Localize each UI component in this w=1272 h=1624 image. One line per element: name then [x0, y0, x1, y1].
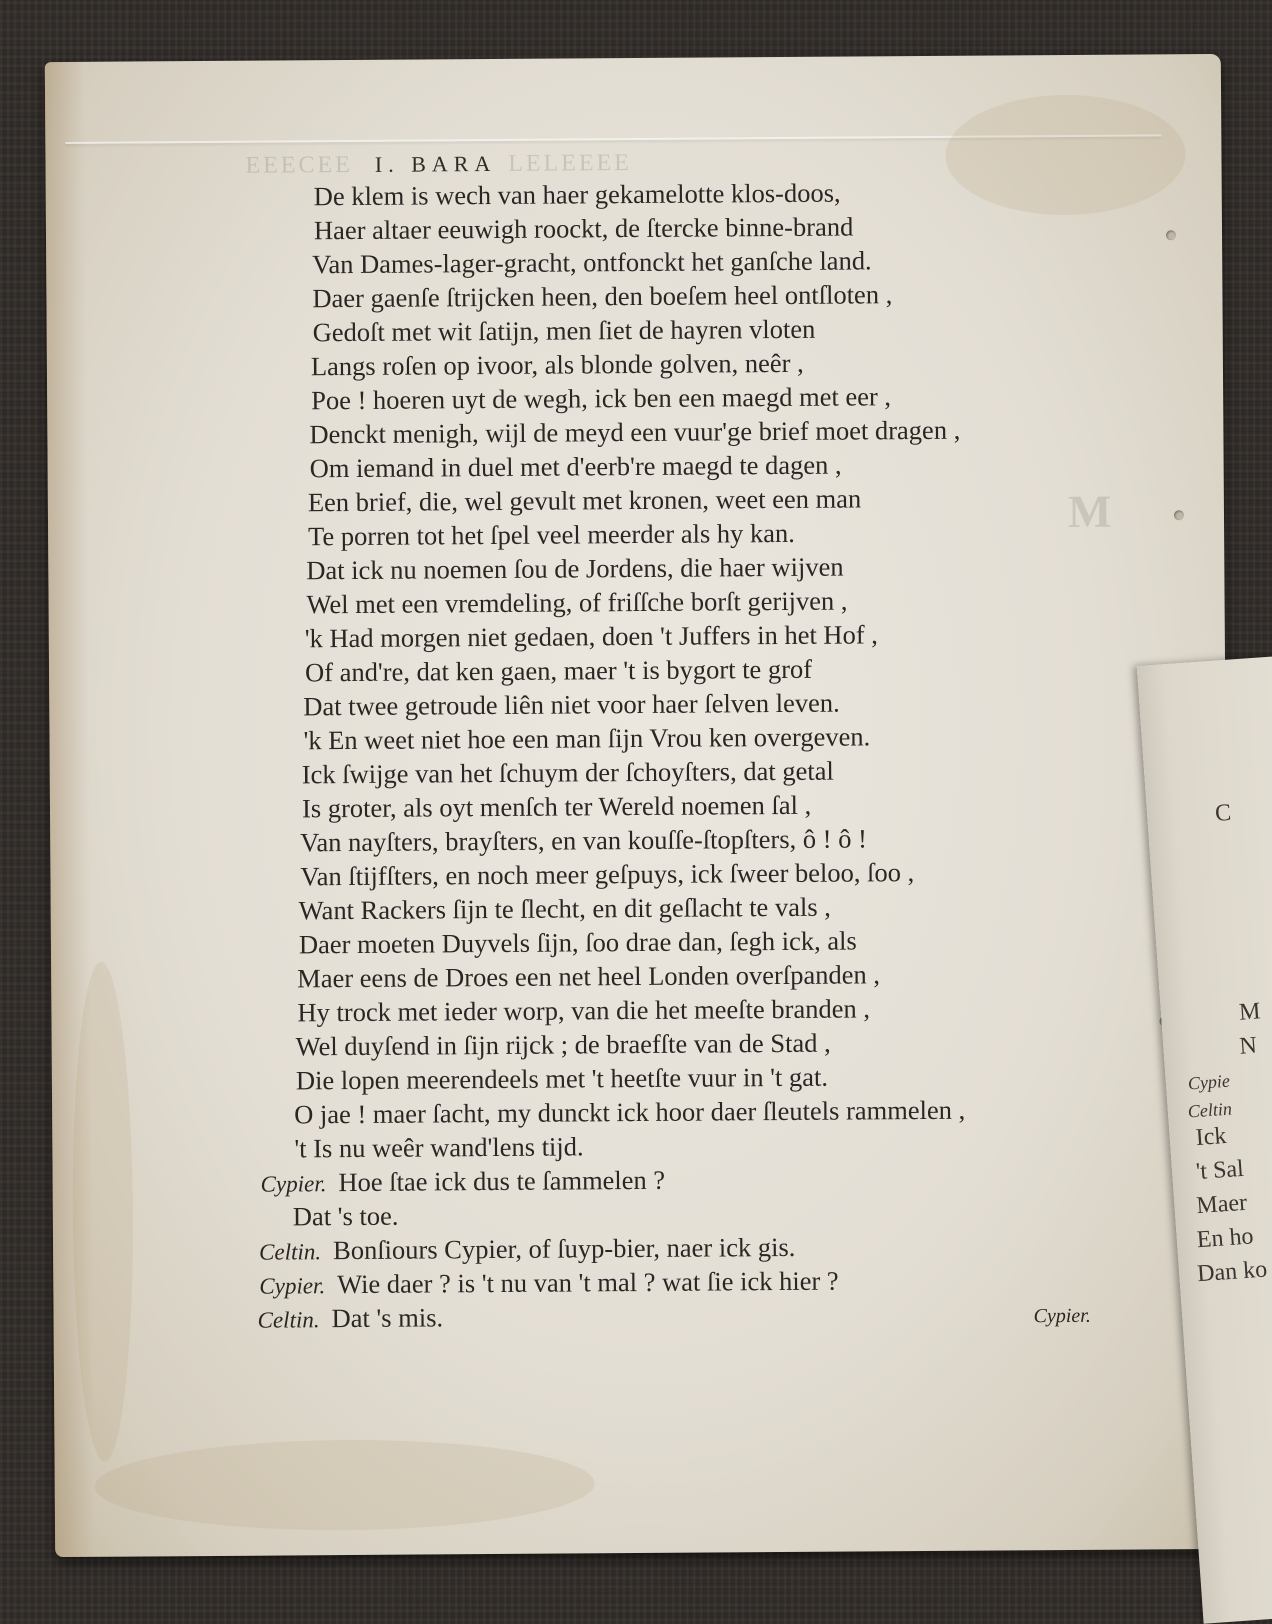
verse-line: Daer moeten Duyvels ſijn, ſoo drae dan, ſegh ick, als: [298, 925, 857, 960]
speaker-name: Celtin.: [259, 1239, 322, 1265]
verse-line: Om iemand in duel met d'eerb're maegd te dagen ,: [309, 449, 842, 484]
speaker-name: Cypier.: [260, 1171, 327, 1197]
header-title: I. BARA: [374, 150, 497, 177]
facing-page-fragment: Dan ko: [1196, 1256, 1268, 1288]
speaker-name: Cypier.: [259, 1273, 326, 1299]
facing-page-fragment: N: [1238, 1032, 1258, 1060]
speaker-name: Celtin.: [257, 1307, 320, 1333]
dialogue-line: Cypier. Hoe ſtae ick dus te ſammelen ?: [260, 1164, 666, 1198]
book-page: [45, 54, 1231, 1557]
facing-page-fragment: C: [1214, 799, 1233, 827]
verse-line: Van Dames-lager-gracht, ontfonckt het ganſche land.: [312, 245, 872, 280]
verse-line: Hy trock met ieder worp, van die het meeſte branden ,: [297, 993, 871, 1028]
facing-page-fragment: Celtin: [1187, 1098, 1233, 1122]
facing-page-fragment: Ick: [1194, 1122, 1228, 1152]
header-bleed-right: LELEEEE: [508, 150, 632, 177]
verse-line: Is groter, als oyt menſch ter Wereld noemen ſal ,: [301, 789, 812, 824]
foxing-stain: [94, 1438, 595, 1531]
verse-line: Van ſtijfſters, en noch meer geſpuys, ick ſweer beloo, ſoo ,: [300, 857, 915, 892]
verse-line: Dat 's toe.: [292, 1200, 399, 1232]
verse-line: Daer gaenſe ſtrijcken heen, den boeſem heel ontſloten ,: [312, 279, 893, 314]
binding-hole: [1166, 230, 1176, 240]
verse-line: 't Is nu weêr wand'lens tijd.: [294, 1131, 584, 1164]
verse-line: Denckt menigh, wijl de meyd een vuur'ge brief moet dragen ,: [309, 414, 961, 450]
verse-line: De klem is wech van haer gekamelotte klos-doos,: [313, 177, 841, 212]
facing-page-fragment: Maer: [1195, 1189, 1248, 1220]
dialogue-line: Celtin. Bonſiours Cypier, of ſuyp-bier, naer ick gis.: [259, 1231, 796, 1266]
facing-page-fragment: M: [1238, 998, 1262, 1026]
verse-line: Wel duyſend in ſijn rijck ; de braefſte van de Stad ,: [295, 1027, 831, 1062]
dialogue-line: Cypier. Wie daer ? is 't nu van 't mal ? wat ſie ick hier ?: [259, 1265, 839, 1300]
verse-line: Dat ick nu noemen ſou de Jordens, die haer wijven: [306, 551, 844, 586]
verse-line: 'k Had morgen niet gedaen, doen 't Juffers in het Hof ,: [304, 619, 878, 654]
verse-line: Langs roſen op ivoor, als blonde golven, neêr ,: [310, 347, 804, 382]
verse-line: Maer eens de Droes een net heel Londen overſpanden ,: [297, 959, 881, 994]
verse-line: O jae ! maer ſacht, my dunckt ick hoor daer ſleutels rammelen ,: [294, 1094, 966, 1130]
verse-line: Poe ! hoeren uyt de wegh, ick ben een maegd met eer ,: [311, 381, 892, 416]
facing-page-fragment: En ho: [1195, 1223, 1255, 1254]
verse-line: Wel met een vremdeling, of friſſche borſt gerijven ,: [306, 585, 848, 620]
dialogue-line: Celtin. Dat 's mis.: [257, 1302, 444, 1334]
verse-line: Of and're, dat ken gaen, maer 't is bygort te grof: [304, 653, 813, 688]
verse-line: Van nayſters, brayſters, en van kouſſe-ſtopſters, ô ! ô !: [300, 823, 867, 858]
verse-line: Te porren tot het ſpel veel meerder als hy kan.: [308, 517, 795, 552]
foxing-stain: [71, 962, 134, 1462]
verse-line: 'k En weet niet hoe een man ſijn Vrou ken overgeven.: [303, 721, 871, 756]
verse-line: Gedoſt met wit ſatijn, men ſiet de hayren vloten: [312, 313, 816, 348]
catchword: Cypier.: [1033, 1304, 1091, 1328]
verse-line: Dat twee getroude liên niet voor haer ſelven leven.: [303, 687, 840, 722]
show-through-letter: M: [1067, 485, 1112, 537]
verse-line: Een brief, die, wel gevult met kronen, weet een man: [307, 483, 862, 518]
header-bleed-left: EEECEE: [245, 151, 353, 179]
verse-line: Ick ſwijge van het ſchuym der ſchoyſters, dat getal: [301, 755, 834, 790]
facing-page-fragment: 't Sal: [1195, 1155, 1245, 1186]
binding-hole: [1174, 510, 1184, 520]
verse-line: Die lopen meerendeels met 't heetſte vuur in 't gat.: [295, 1061, 829, 1096]
verse-line: Want Rackers ſijn te ſlecht, en dit geſlacht te vals ,: [298, 891, 831, 926]
verse-line: Haer altaer eeuwigh roockt, de ſtercke binne-brand: [313, 211, 854, 246]
facing-page-fragment: Cypie: [1187, 1070, 1231, 1094]
